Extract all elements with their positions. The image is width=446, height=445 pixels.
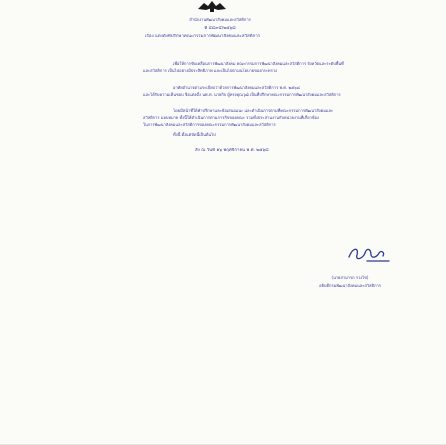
body-line-6: สวัสดิการ มอบหมาย ทั้งนี้ให้ดำเนินการตามภารกิจของคณะ รวมทั้งประสานงานกับหน่วยงานที่เกี่ยวข้อง — [143, 115, 319, 120]
body-line-3: อาศัยอำนาจตามระเบียบว่าด้วยการพัฒนาสังคมและสวัสดิการ พ.ศ. ๒๕๖๘ — [173, 85, 300, 90]
body-line-5: โดยมีหน้าที่ให้คำปรึกษาและข้อเสนอแนะ และดำเนินการตามที่คณะกรรมการพัฒนาสังคมและ — [173, 108, 334, 113]
document-subject: เรื่อง แต่งตั้งที่ปรึกษาคณะกรรมการพัฒนาสังคมและสวัสดิการ — [145, 34, 261, 39]
emblem-icon — [194, 0, 230, 12]
signer-title: อธิบดีกรมพัฒนาสังคมและสวัสดิการ — [319, 283, 381, 288]
body-line-7: ในการพัฒนาสังคมและสวัสดิการของคณะกรรมการพัฒนาสังคมและสวัสดิการ — [143, 122, 276, 127]
body-line-1: เพื่อให้การขับเคลื่อนการพัฒนาสังคม คณะกรรมการพัฒนาสังคมและสวัสดิการ จังหวัดและระดับพื้นที่ — [173, 61, 344, 66]
body-line-8: ทั้งนี้ ตั้งแต่บัดนี้เป็นต้นไป — [173, 132, 216, 137]
signature-mark — [345, 243, 393, 265]
issue-date: สั่ง ณ วันที่ ๑๖ พฤศจิกายน พ.ศ. ๒๕๖๘ — [195, 148, 269, 153]
signer-name: (นายสามารถ รวงไข่) — [331, 275, 369, 280]
body-line-4: และได้รับความเห็นชอบ จึงแต่งตั้ง นพ.ท. นายกิจ ผู้ทรงคุณวุฒิ เป็นที่ปรึกษาคณะกรรมการพัฒนาสังคมและสวัสดิการ — [143, 92, 341, 97]
document-number: ที่ ๔๔๙๔/๒๕๖๘ — [204, 26, 236, 31]
agency-name: สำนักงานพัฒนาสังคมและสวัสดิการ — [189, 17, 251, 22]
body-line-2: และสวัสดิการ เป็นไปอย่างมีประสิทธิภาพ และเป็นไปตามนโยบายของกระทรวง — [143, 68, 277, 73]
